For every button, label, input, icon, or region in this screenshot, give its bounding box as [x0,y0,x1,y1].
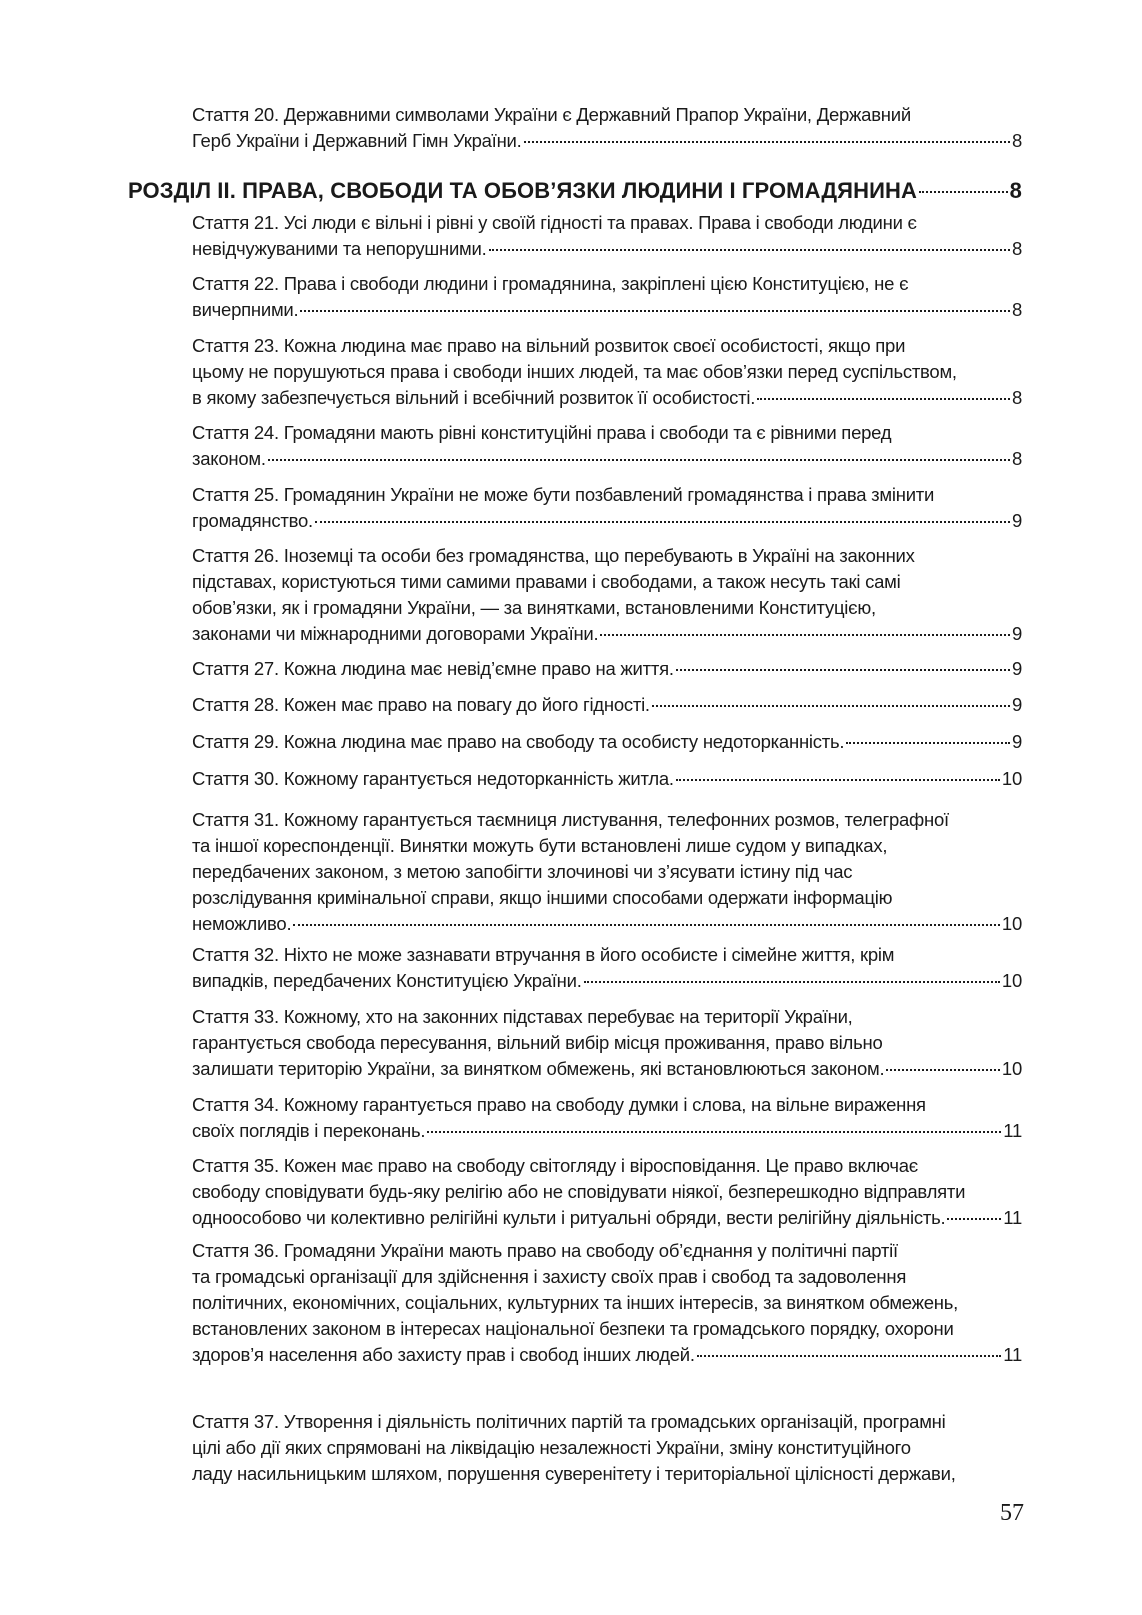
toc-line-text: Стаття 24. Громадяни мають рівні конституційні права і свободи та є рівними перед [192,422,892,443]
toc-line [192,543,1022,569]
toc-line-text: Стаття 31. Кожному гарантується таємниця листування, телефонних розмов, телеграфної [192,809,949,830]
dot-leader [600,634,1010,636]
toc-line [192,420,1022,446]
toc-line [192,1092,1022,1118]
toc-line [192,236,1022,262]
toc-line [192,333,1022,359]
toc-line-text: Герб України і Державний Гімн України. [192,130,522,151]
toc-page-number: 9 [1011,731,1022,752]
toc-entry[interactable] [192,766,1022,792]
dot-leader [676,779,1000,781]
toc-line [192,128,1022,154]
toc-line-text: Стаття 27. Кожна людина має невід’ємне право на життя. [192,658,674,679]
toc-page-number: 9 [1011,694,1022,715]
toc-line-text: та громадські організації для здійснення і захисту своїх прав і свобод та задоволення [192,1266,907,1287]
toc-line-text: розслідування кримінальної справи, якщо іншими способами одержати інформацію [192,887,893,908]
toc-line-text: Стаття 28. Кожен має право на повагу до його гідності. [192,694,650,715]
toc-entry[interactable] [192,210,1022,262]
toc-page-number: 11 [1003,1344,1022,1365]
toc-line [192,271,1022,297]
toc-line-text: вичерпними. [192,299,299,320]
toc-line [192,508,1022,534]
toc-line [192,1205,1022,1231]
toc-page-number: 8 [1011,130,1022,151]
toc-entry[interactable] [192,1153,1022,1231]
toc-line [192,692,1022,718]
toc-line [192,807,1022,833]
toc-line [192,1435,1022,1461]
toc-line-text: політичних, економічних, соціальних, культурних та інших інтересів, за винятком обмежень, [192,1292,959,1313]
toc-line-text: залишати територію України, за винятком обмежень, які встановлюються законом. [192,1058,885,1079]
toc-entry[interactable] [192,1092,1022,1144]
toc-page-number: 11 [1003,1120,1022,1141]
toc-line-text: своїх поглядів і переконань. [192,1120,426,1141]
dot-leader [919,191,1008,193]
section-page-number: 8 [1009,178,1022,203]
dot-leader [293,924,1000,926]
dot-leader [652,705,1010,707]
section-title: РОЗДІЛ ІІ. ПРАВА, СВОБОДИ ТА ОБОВ’ЯЗКИ ЛЮДИНИ І ГРОМАДЯНИНА [128,178,917,203]
dot-leader [300,310,1010,312]
toc-entry[interactable] [192,1409,1022,1487]
toc-line [192,1409,1022,1435]
page-number: 57 [1000,1500,1024,1526]
toc-line-text: в якому забезпечується вільний і всебічний розвиток її особистості. [192,387,756,408]
toc-page-number: 11 [1003,1207,1022,1228]
toc-line-text: випадків, передбачених Конституцією України. [192,970,582,991]
toc-line-text: Стаття 20. Державними символами України є Державний Прапор України, Державний [192,104,911,125]
toc-line [192,446,1022,472]
toc-line-text: Стаття 32. Ніхто не може зазнавати втручання в його особисте і сімейне життя, крім [192,944,895,965]
toc-page-number: 8 [1011,448,1022,469]
toc-line-text: Стаття 26. Іноземці та особи без громадянства, що перебувають в Україні на законних [192,545,915,566]
toc-line-text: встановлених законом в інтересах національної безпеки та громадського порядку, охорони [192,1318,954,1339]
toc-line-text: передбачених законом, з метою запобігти злочинові чи з’ясувати істину під час [192,861,853,882]
dot-leader [947,1218,1001,1220]
dot-leader [427,1131,1001,1133]
toc-line [192,1030,1022,1056]
toc-page-number: 9 [1011,510,1022,531]
toc-line-text: Стаття 21. Усі люди є вільні і рівні у своїй гідності та правах. Права і свободи людини є [192,212,917,233]
toc-line-text: обов’язки, як і громадяни України, — за винятками, встановленими Конституцією, [192,597,876,618]
toc-line [192,297,1022,323]
toc-entry[interactable] [192,102,1022,154]
toc-line-text: законом. [192,448,266,469]
toc-line [192,911,1022,937]
dot-leader [524,141,1010,143]
toc-line [192,1056,1022,1082]
dot-leader [676,669,1010,671]
toc-line-text: Стаття 36. Громадяни України мають право на свободу об’єднання у політичні партії [192,1240,898,1261]
dot-leader [886,1069,1000,1071]
toc-line [192,210,1022,236]
toc-line-text: Стаття 30. Кожному гарантується недоторканність житла. [192,768,674,789]
toc-line-text: Стаття 23. Кожна людина має право на вільний розвиток своєї особистості, якщо при [192,335,906,356]
toc-line [192,102,1022,128]
toc-page-number: 10 [1001,768,1022,789]
dot-leader [584,981,1000,983]
toc-line-text: законами чи міжнародними договорами України. [192,623,599,644]
toc-line-text: невідчужуваними та непорушними. [192,238,487,259]
toc-entry[interactable] [192,656,1022,682]
toc-line-text: свободу сповідувати будь-яку релігію або не сповідувати ніякої, безперешкодно відправляти [192,1181,966,1202]
toc-entry[interactable] [192,543,1022,647]
toc-entry[interactable] [192,692,1022,718]
toc-entry[interactable] [192,942,1022,994]
toc-page-number: 8 [1011,238,1022,259]
toc-entry[interactable] [192,420,1022,472]
toc-line [192,729,1022,755]
toc-line [192,942,1022,968]
toc-entry[interactable] [192,729,1022,755]
toc-line [192,385,1022,411]
dot-leader [489,249,1010,251]
toc-line [192,833,1022,859]
toc-line [192,766,1022,792]
toc-line [192,482,1022,508]
toc-entry[interactable] [192,482,1022,534]
toc-line [192,968,1022,994]
toc-line [192,1238,1022,1264]
toc-line-text: Стаття 29. Кожна людина має право на свободу та особисту недоторканність. [192,731,845,752]
toc-line-text: підставах, користуються тими самими правами і свободами, а також несуть такі самі [192,571,901,592]
toc-entry[interactable] [192,271,1022,323]
toc-line [192,1461,1022,1487]
toc-line-text: Стаття 37. Утворення і діяльність політичних партій та громадських організацій, програмні [192,1411,946,1432]
toc-line [192,1316,1022,1342]
toc-line [192,359,1022,385]
toc-page-number: 9 [1011,658,1022,679]
toc-line-text: цілі або дії яких спрямовані на ліквідацію незалежності України, зміну конституційного [192,1437,911,1458]
toc-line [192,1342,1022,1368]
dot-leader [315,521,1010,523]
dot-leader [846,742,1010,744]
toc-line-text: Стаття 25. Громадянин України не може бути позбавлений громадянства і права змінити [192,484,935,505]
toc-line [192,656,1022,682]
toc-line [192,595,1022,621]
toc-page-number: 10 [1001,913,1022,934]
dot-leader [757,398,1010,400]
toc-line [192,1153,1022,1179]
toc-line [192,1264,1022,1290]
toc-line [192,1179,1022,1205]
toc-line-text: здоров’я населення або захисту прав і свобод інших людей. [192,1344,695,1365]
toc-line-text: Стаття 35. Кожен має право на свободу світогляду і віросповідання. Це право включає [192,1155,918,1176]
toc-line [192,1118,1022,1144]
toc-entry[interactable] [192,1004,1022,1082]
toc-line-text: цьому не порушуються права і свободи інших людей, та має обов’язки перед суспільством, [192,361,957,382]
toc-page-number: 8 [1011,299,1022,320]
toc-page-number: 9 [1011,623,1022,644]
toc-line-text: Стаття 22. Права і свободи людини і громадянина, закріплені цією Конституцією, не є [192,273,909,294]
toc-line [192,1004,1022,1030]
toc-line [192,1290,1022,1316]
toc-entry[interactable] [192,807,1022,937]
toc-line-text: Стаття 33. Кожному, хто на законних підставах перебуває на території України, [192,1006,853,1027]
toc-line [192,885,1022,911]
dot-leader [697,1355,1002,1357]
toc-line [192,621,1022,647]
toc-line-text: Стаття 34. Кожному гарантується право на свободу думки і слова, на вільне вираження [192,1094,926,1115]
toc-line-text: та іншої кореспонденції. Винятки можуть бути встановлені лише судом у випадках, [192,835,888,856]
toc-line-text: неможливо. [192,913,292,934]
toc-page-number: 10 [1001,970,1022,991]
toc-entry[interactable] [192,1238,1022,1368]
section-heading[interactable] [128,176,1022,206]
toc-line-text: ладу насильницьким шляхом, порушення суверенітету і територіальної цілісності держави, [192,1463,956,1484]
toc-line [192,859,1022,885]
toc-line-text: громадянство. [192,510,313,531]
toc-line-text: одноособово чи колективно релігійні культи і ритуальні обряди, вести релігійну діяльність. [192,1207,946,1228]
dot-leader [268,459,1010,461]
toc-line-text: гарантується свобода пересування, вільний вибір місця проживання, право вільно [192,1032,883,1053]
toc-page-number: 8 [1011,387,1022,408]
toc-line [192,569,1022,595]
toc-entry[interactable] [192,333,1022,411]
toc-page-number: 10 [1001,1058,1022,1079]
